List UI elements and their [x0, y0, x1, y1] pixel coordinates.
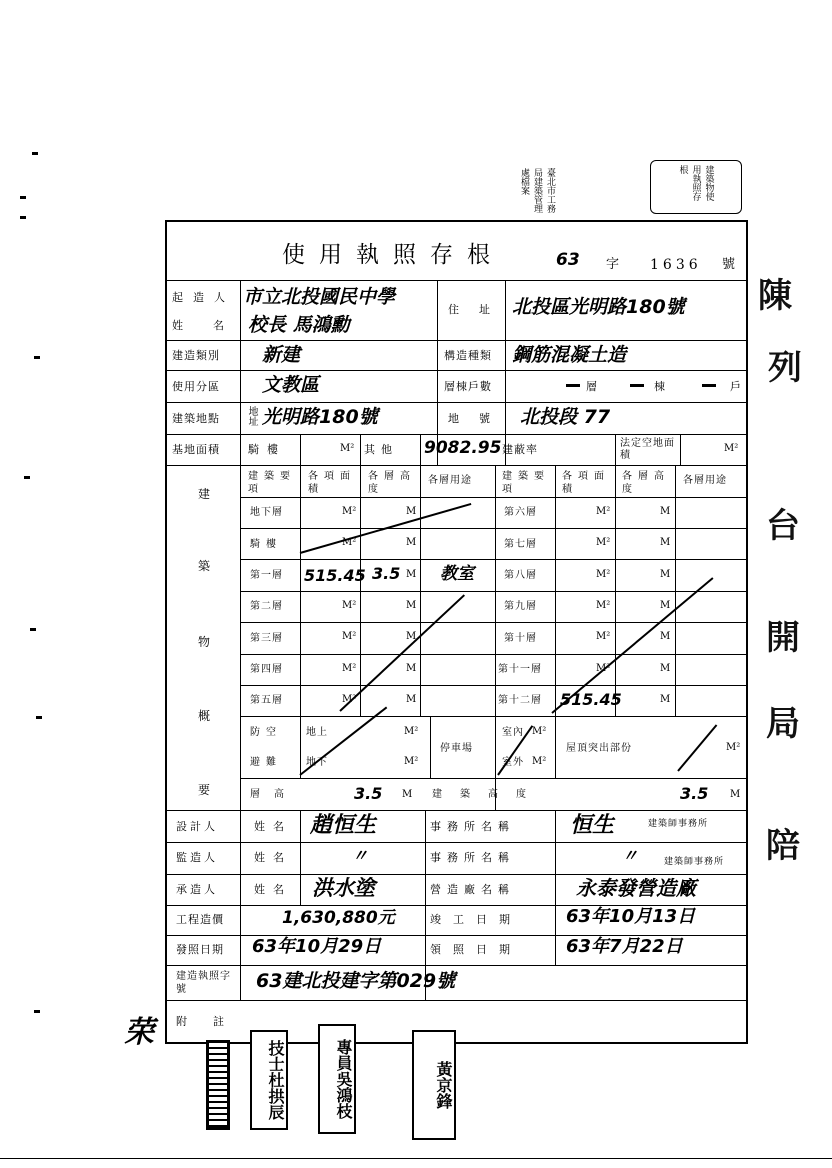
parking-indoor-unit: M² — [532, 726, 547, 737]
unit-m2: M² — [596, 537, 611, 548]
unit-m: M — [406, 506, 417, 517]
side-label-1: 建 — [198, 487, 212, 501]
lot-label: 地號 — [448, 412, 510, 425]
arcade-label: 騎樓 — [248, 443, 286, 456]
side-char-3: 台 — [766, 506, 800, 546]
header-stamp-box — [650, 160, 742, 214]
open-space-label: 法定空地面積 — [620, 438, 675, 461]
applicant-label: 起造人 — [172, 291, 235, 304]
unit-m2: M² — [342, 663, 357, 674]
col-line — [420, 434, 421, 465]
row-line — [240, 685, 748, 686]
company-label: 營造廠名稱 — [430, 883, 515, 896]
col-area-header: 各項面積 — [308, 471, 356, 495]
scan-mark — [36, 716, 42, 719]
supervisor-office-stamp: 建築師事務所 — [664, 857, 725, 867]
row-line — [240, 654, 748, 655]
scan-mark — [30, 628, 36, 631]
completion-value: 63年10月13日 — [566, 906, 696, 927]
col-line — [360, 434, 361, 465]
floor-2: 第二層 — [250, 601, 283, 612]
row-line — [240, 591, 748, 592]
unit-m2: M² — [596, 569, 611, 580]
redaction-mark — [702, 384, 716, 387]
col-item-header: 建築要項 — [248, 471, 296, 495]
floor-5: 第五層 — [250, 695, 283, 706]
row-line — [165, 402, 748, 403]
parking-outdoor-unit: M² — [532, 756, 547, 767]
unit-m2: M² — [342, 631, 357, 642]
unit-m2: M² — [342, 694, 357, 705]
row-line — [240, 716, 748, 717]
col-line — [240, 280, 241, 1000]
side-char-2: 列 — [768, 348, 802, 388]
floor-3: 第三層 — [250, 633, 283, 644]
row-line — [165, 874, 748, 875]
designer-office-label: 事務所名稱 — [430, 820, 515, 833]
unit-m: M — [406, 537, 417, 548]
floor-basement: 地下層 — [250, 507, 283, 518]
unit-m2: M² — [342, 600, 357, 611]
page-title: 使用執照存根 — [282, 242, 504, 268]
designer-value: 趙恒生 — [310, 813, 377, 838]
col-line — [430, 716, 431, 778]
floor-1-height: 3.5 — [372, 564, 401, 583]
receive-label: 領照日期 — [430, 943, 522, 956]
shelter-above-unit: M² — [404, 726, 419, 737]
contractor-value: 洪水塗 — [312, 876, 375, 900]
floor-arcade: 騎樓 — [250, 539, 282, 550]
unit-m: M — [660, 537, 671, 548]
side-char-4: 開 — [766, 618, 800, 658]
unit-m: M — [660, 506, 671, 517]
unit-m: M — [406, 663, 417, 674]
floor-height-value: 3.5 — [354, 784, 383, 803]
parking-indoor: 室內 — [502, 727, 524, 738]
floor-1-use: 教室 — [440, 564, 474, 584]
cost-value: 1,630,880元 — [282, 908, 395, 928]
supervisor-value: 〃 — [352, 846, 369, 865]
permit-suffix: 號 — [722, 257, 737, 272]
unit-m2: M² — [596, 663, 611, 674]
completion-label: 竣工日期 — [430, 913, 522, 926]
floor-8: 第八層 — [504, 570, 537, 581]
row-line — [240, 622, 748, 623]
col-line — [495, 465, 496, 810]
unit-m2: M² — [596, 506, 611, 517]
col-line — [615, 434, 616, 465]
note-label: 附註 — [176, 1015, 250, 1028]
contractor-label: 承造人 — [176, 883, 218, 896]
site-sub-label: 地址 — [246, 406, 257, 426]
floor-height-unit: M — [402, 789, 413, 800]
col-line — [555, 465, 556, 778]
zone-value: 文教區 — [262, 374, 320, 396]
floor-11: 第十一層 — [498, 664, 542, 675]
floor-10: 第十層 — [504, 633, 537, 644]
other-value: 9082.95 — [424, 438, 502, 458]
shelter-above: 地上 — [306, 727, 328, 738]
col-use-header: 各層用途 — [428, 475, 472, 486]
col-line — [300, 465, 301, 778]
structure-label: 構造種類 — [444, 349, 492, 362]
row-line — [165, 434, 748, 435]
arcade-unit: M² — [340, 443, 355, 454]
floor-7: 第七層 — [504, 539, 537, 550]
unit-m: M — [406, 569, 417, 580]
floor-12-area: 515.45 — [560, 690, 622, 709]
side-label-3: 物 — [198, 635, 212, 649]
floors-unit-floor: 層 — [586, 380, 598, 393]
stamp-bar — [206, 1040, 230, 1130]
designer-office-value: 恒生 — [570, 813, 615, 838]
structure-value: 鋼筋混凝土造 — [512, 344, 627, 366]
permit-year: 63 — [556, 250, 580, 270]
unit-m: M — [660, 631, 671, 642]
supervisor-label: 監造人 — [176, 851, 218, 864]
stamp-officer: 專員吳鴻枝 — [318, 1024, 356, 1134]
receive-value: 63年7月22日 — [566, 936, 683, 957]
supervisor-name-label: 姓名 — [254, 851, 292, 864]
shelter-below: 地下 — [306, 757, 328, 768]
col-line — [680, 434, 681, 465]
contractor-name-label: 姓名 — [254, 883, 292, 896]
building-height-label: 建築高度 — [432, 789, 544, 800]
floor-1: 第一層 — [250, 570, 283, 581]
coverage-label: 建蔽率 — [502, 443, 538, 456]
unit-m: M — [406, 600, 417, 611]
roof-unit: M² — [726, 742, 741, 753]
scan-mark — [34, 1010, 40, 1013]
row-line — [165, 280, 748, 281]
floor-6: 第六層 — [504, 507, 537, 518]
parking-outdoor: 室外 — [502, 757, 524, 768]
address-value: 北投區光明路180號 — [512, 296, 685, 318]
permit-number: 1636 — [650, 257, 702, 273]
col-line — [675, 465, 676, 716]
floors-unit-building: 棟 — [654, 380, 666, 393]
row-line — [240, 528, 748, 529]
bottom-rule — [0, 1158, 832, 1159]
row-line — [165, 370, 748, 371]
floors-unit-household: 戶 — [730, 380, 742, 393]
stamp-technician: 技士杜拱辰 — [250, 1030, 288, 1130]
side-label-5: 要 — [198, 783, 212, 797]
unit-m: M — [660, 694, 671, 705]
side-label-4: 概 — [198, 709, 212, 723]
floor-12: 第十二層 — [498, 695, 542, 706]
row-line — [240, 778, 748, 779]
row-line — [165, 810, 748, 811]
cost-label: 工程造價 — [176, 913, 224, 926]
unit-m: M — [660, 569, 671, 580]
col-item-header-right: 建築要項 — [502, 471, 550, 495]
scan-mark — [20, 196, 26, 199]
building-height-unit: M — [730, 789, 741, 800]
scan-mark — [32, 152, 38, 155]
side-char-5: 局 — [766, 704, 800, 744]
col-height-header: 各層高度 — [368, 471, 416, 495]
building-height-value: 3.5 — [680, 784, 709, 803]
floor-4: 第四層 — [250, 664, 283, 675]
building-type-label: 建造類別 — [172, 349, 220, 362]
row-line — [165, 842, 748, 843]
row-line — [165, 465, 748, 466]
address-label: 住址 — [448, 303, 510, 316]
unit-m2: M² — [342, 537, 357, 548]
shelter-label-1: 防空 — [250, 727, 282, 738]
col-line — [615, 465, 616, 716]
col-line — [300, 434, 301, 465]
shelter-below-unit: M² — [404, 756, 419, 767]
floor-1-area: 515.45 — [304, 566, 366, 585]
other-label: 其他 — [364, 443, 398, 456]
issue-value: 63年10月29日 — [252, 936, 382, 957]
applicant-name-label: 姓名 — [172, 319, 254, 332]
company-value: 永泰發營造廠 — [576, 876, 696, 900]
lot-value: 北投段 77 — [520, 406, 611, 428]
col-line — [300, 810, 301, 905]
unit-m: M — [406, 631, 417, 642]
designer-office-stamp: 建築師事務所 — [648, 819, 709, 829]
row-line — [240, 497, 748, 498]
redaction-mark — [630, 384, 644, 387]
col-line — [420, 465, 421, 716]
scan-mark — [34, 356, 40, 359]
side-label-2: 築 — [198, 559, 212, 573]
scan-mark — [20, 216, 26, 219]
unit-m: M — [660, 600, 671, 611]
col-line — [360, 465, 361, 716]
open-space-unit: M² — [724, 443, 739, 454]
site-label: 建築地點 — [172, 412, 220, 425]
scan-mark — [24, 476, 30, 479]
unit-m2: M² — [596, 600, 611, 611]
redaction-mark — [566, 384, 580, 387]
unit-m2: M² — [342, 506, 357, 517]
stamp-chief: 黃京鋒 — [412, 1030, 456, 1140]
row-line — [165, 1000, 748, 1001]
header-archive-stamp: 臺北市工務局建築管理處檔案 — [519, 168, 555, 213]
col-height-header-right: 各層高度 — [622, 471, 670, 495]
row-line — [240, 559, 748, 560]
unit-m: M — [406, 694, 417, 705]
side-char-1: 陳 — [758, 276, 792, 316]
zone-label: 使用分區 — [172, 380, 220, 393]
designer-label: 設計人 — [176, 820, 218, 833]
site-value: 光明路180號 — [262, 406, 378, 428]
unit-m: M — [660, 663, 671, 674]
supervisor-office-value: 〃 — [622, 846, 639, 865]
permit-word: 字 — [606, 257, 621, 272]
unit-m2: M² — [596, 631, 611, 642]
roof-label: 屋頂突出部份 — [566, 743, 632, 754]
permit-label: 建造執照字號 — [176, 971, 231, 995]
side-char-6: 陪 — [766, 826, 800, 866]
supervisor-office-label: 事務所名稱 — [430, 851, 515, 864]
left-margin-char: 荣 — [124, 1015, 154, 1050]
applicant-value-2: 校長 馬鴻勳 — [248, 314, 350, 336]
floors-label: 層棟戶數 — [444, 380, 492, 393]
col-line — [555, 810, 556, 965]
applicant-value-1: 市立北投國民中學 — [243, 286, 396, 308]
row-line — [165, 340, 748, 341]
issue-label: 發照日期 — [176, 943, 224, 956]
row-line — [165, 965, 748, 966]
parking-label: 停車場 — [440, 743, 473, 754]
col-use-header-right: 各層用途 — [683, 475, 727, 486]
base-area-label: 基地面積 — [172, 443, 220, 456]
shelter-label-2: 避難 — [250, 757, 282, 768]
designer-name-label: 姓名 — [254, 820, 292, 833]
header-stamp-text: 建築物使用執照存根 — [677, 165, 714, 201]
floor-height-label: 層高 — [250, 789, 298, 800]
building-type-value: 新建 — [262, 344, 301, 366]
permit-value: 63建北投建字第029號 — [256, 970, 456, 992]
floor-9: 第九層 — [504, 601, 537, 612]
col-area-header-right: 各項面積 — [562, 471, 610, 495]
